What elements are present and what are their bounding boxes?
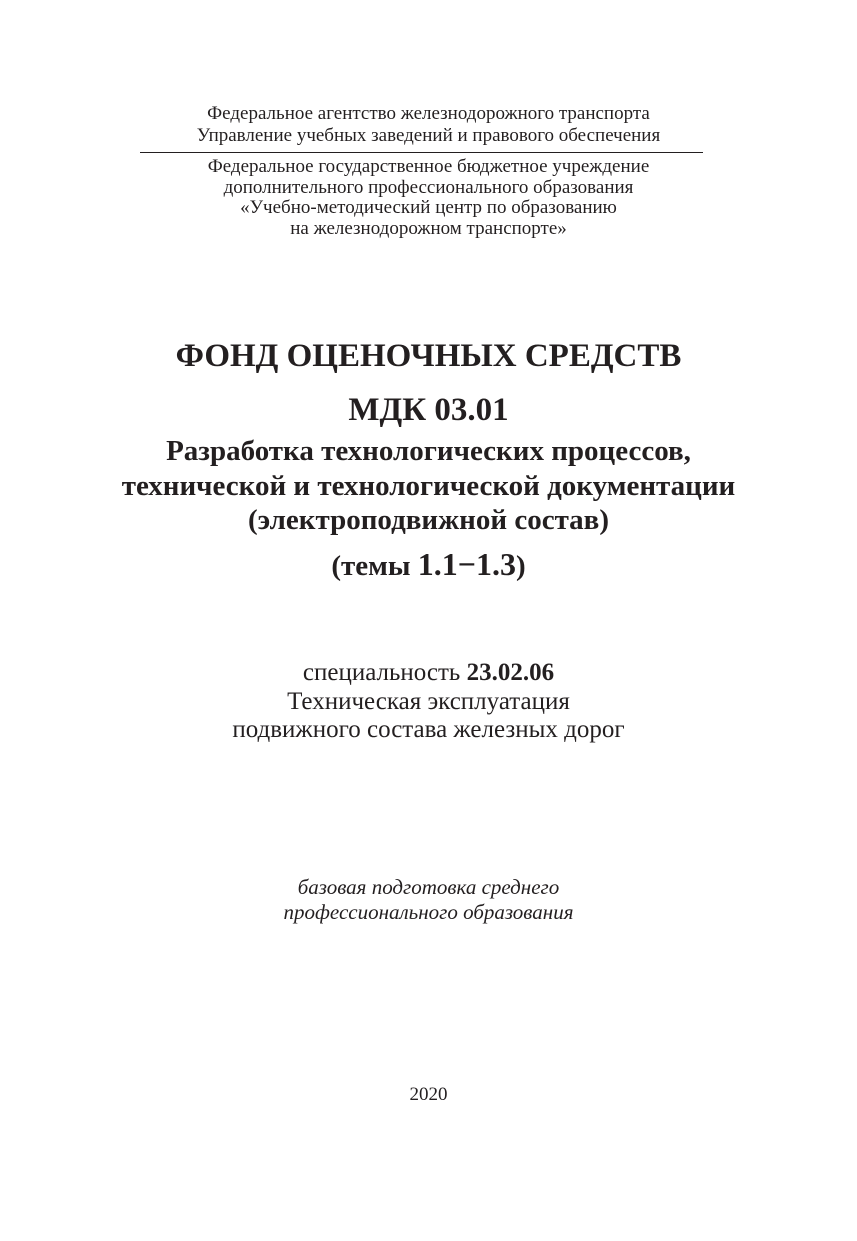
- department-name: Управление учебных заведений и правового обеспечения: [196, 125, 661, 146]
- specialty-name: подвижного состава железных дорог: [232, 716, 625, 743]
- level-line: базовая подготовка среднего: [297, 875, 560, 899]
- module-code: МДК 03.01: [348, 392, 509, 428]
- publisher-header: [0, 103, 857, 147]
- specialty-label: специальность: [302, 659, 461, 686]
- institution-line: дополнительного профессионального образования: [223, 176, 634, 198]
- topics-prefix: (темы: [331, 550, 411, 582]
- education-level: [0, 875, 857, 924]
- institution-line: «Учебно-методический центр по образованию: [240, 197, 617, 218]
- specialty-number: 23.02.06: [466, 659, 555, 686]
- subject-line: технической и технологической документации: [121, 469, 736, 502]
- module-subject: [0, 434, 857, 538]
- specialty-name: Техническая эксплуатация: [287, 687, 570, 715]
- document-title: ФОНД ОЦЕНОЧНЫХ СРЕДСТВ: [175, 338, 682, 374]
- publication-year: 2020: [409, 1084, 448, 1105]
- subject-line: (электроподвижной состав): [247, 504, 609, 536]
- topics-range: [0, 546, 857, 584]
- specialty-block: [0, 659, 857, 745]
- level-line: профессионального образования: [283, 899, 574, 924]
- topics-numbers: 1.1−1.3: [417, 546, 516, 582]
- institution-block: [0, 157, 857, 239]
- topics-suffix: ): [515, 550, 526, 582]
- institution-line: Федеральное государственное бюджетное учреждение: [207, 156, 650, 177]
- header-divider: [140, 152, 703, 153]
- institution-line: на железнодорожном транспорте»: [290, 217, 567, 239]
- subject-line: Разработка технологических процессов,: [166, 435, 691, 467]
- agency-name: Федеральное агентство железнодорожного транспорта: [207, 103, 650, 124]
- specialty-code-line: [0, 659, 857, 688]
